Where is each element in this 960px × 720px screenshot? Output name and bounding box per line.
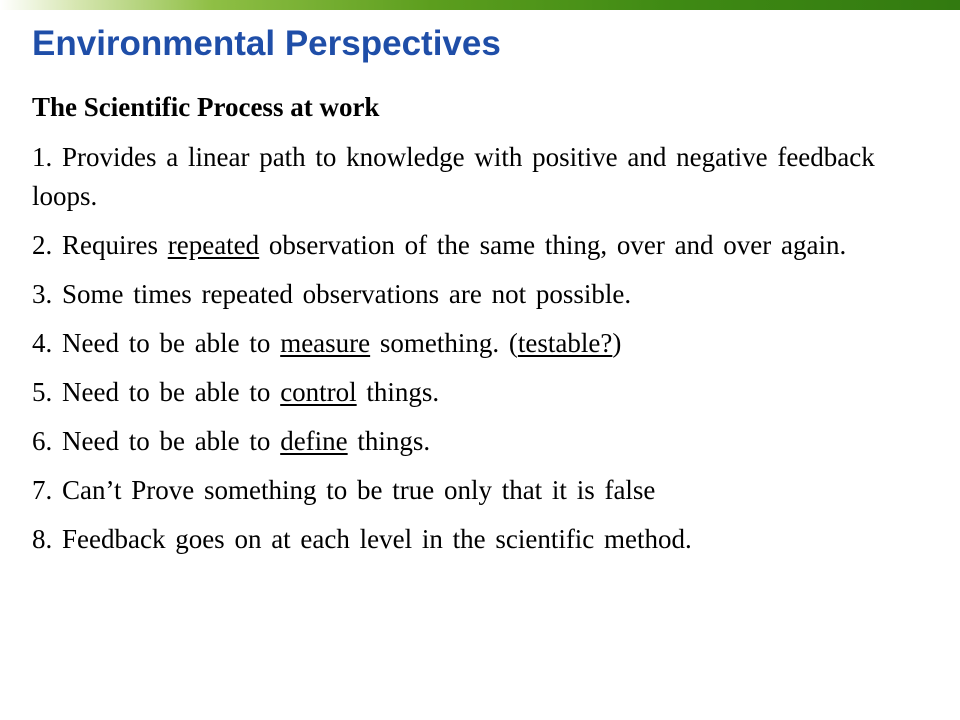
slide-subtitle: The Scientific Process at work xyxy=(32,92,380,122)
item-text: 7. Can’t Prove something to be true only that it is false xyxy=(32,475,656,505)
top-accent-bar xyxy=(0,0,960,10)
slide-content xyxy=(32,86,912,559)
list-item-6 xyxy=(32,422,912,461)
item-text: 4. Need to be able to xyxy=(32,328,281,358)
item-text: things. xyxy=(347,426,431,456)
underlined-term: repeated xyxy=(167,230,260,260)
list-item-2 xyxy=(32,226,912,265)
item-text: ) xyxy=(612,328,622,358)
item-text: 1. Provides a linear path to knowledge with positive and negative feedback loops. xyxy=(32,142,875,211)
item-text: 6. Need to be able to xyxy=(32,426,281,456)
list-item-3 xyxy=(32,275,912,314)
list-item-7 xyxy=(32,471,912,510)
list-item-1 xyxy=(32,138,912,216)
underlined-term: control xyxy=(280,377,357,407)
list-item-5 xyxy=(32,373,912,412)
list-item-8 xyxy=(32,520,912,559)
item-text: observation of the same thing, over and over again. xyxy=(259,230,847,260)
underlined-term: testable? xyxy=(517,328,613,358)
slide-title: Environmental Perspectives xyxy=(32,24,501,63)
item-text: 3. Some times repeated observations are not possible. xyxy=(32,279,632,309)
underlined-term: measure xyxy=(280,328,371,358)
item-text: 8. Feedback goes on at each level in the scientific method. xyxy=(32,524,692,554)
list-item-4 xyxy=(32,324,912,363)
item-text: 5. Need to be able to xyxy=(32,377,281,407)
item-text: something. ( xyxy=(370,328,518,358)
item-text: 2. Requires xyxy=(32,230,168,260)
underlined-term: define xyxy=(280,426,348,456)
item-text: things. xyxy=(356,377,440,407)
